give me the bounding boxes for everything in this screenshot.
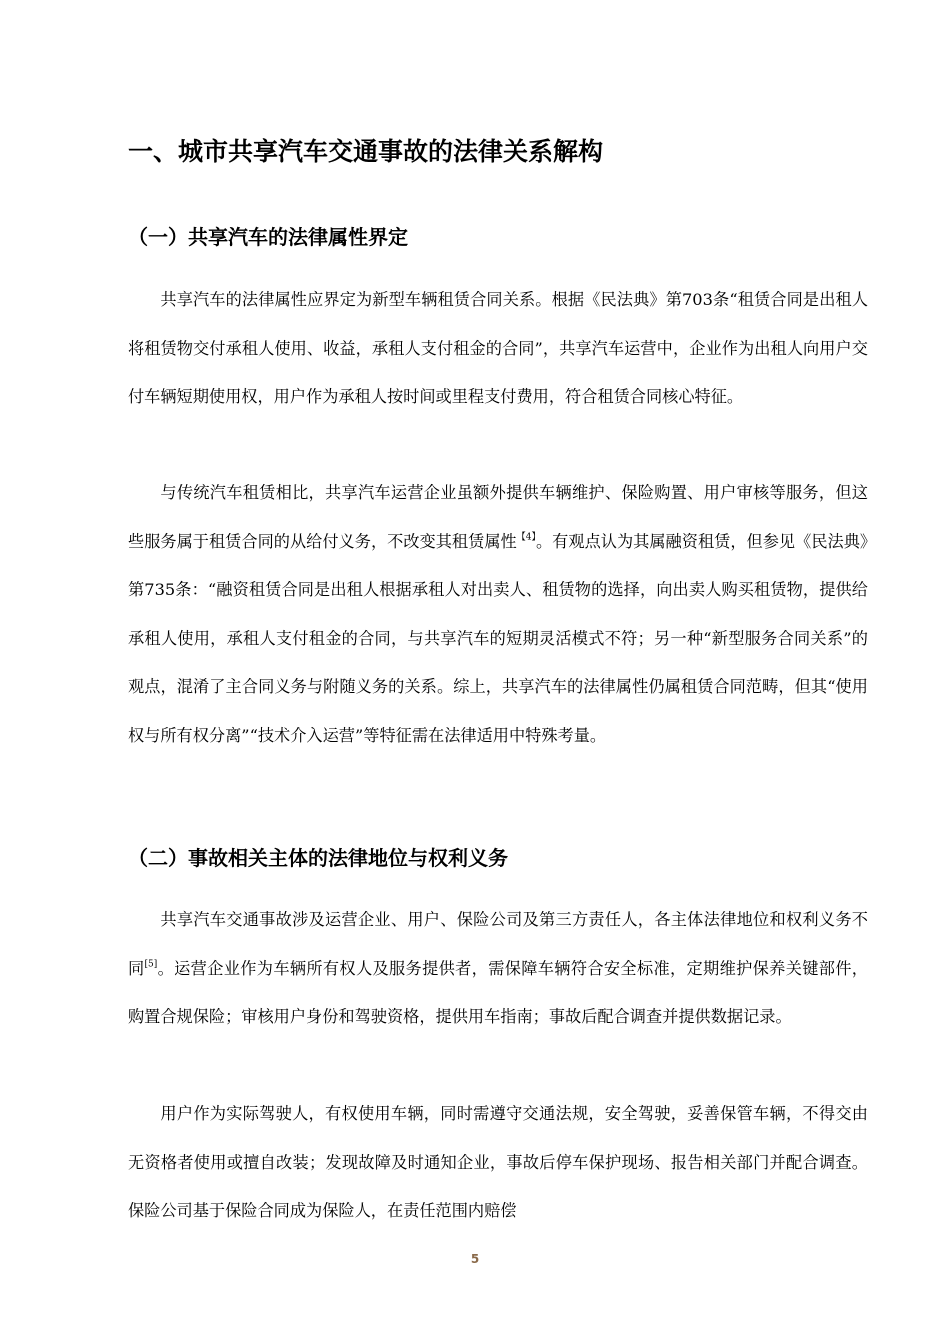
paragraph-text: 。运营企业作为车辆所有权人及服务提供者，需保障车辆符合安全标准，定期维护保养关键部件，购置合规保险；审核用户身份和驾驶资格，提供用车指南；事故后配合调查并提供数据记录。	[128, 958, 868, 1026]
paragraph-comparison	[128, 469, 868, 760]
paragraph-text: 与传统汽车租赁相比，共享汽车运营企业虽额外提供车辆维护、保险购置、用户审核等服务，但这些服务属于租赁合同的从给付义务，不改变其租赁属性	[128, 483, 868, 551]
paragraph-text: 用户作为实际驾驶人，有权使用车辆，同时需遵守交通法规，安全驾驶，妥善保管车辆，不得交由无资格者使用或擅自改装；发现故障及时通知企业，事故后停车保护现场、报告相关部门并配合调查。保险公司基于保险合同成为保险人，在责任范围内赔偿	[128, 1104, 868, 1220]
chapter-heading: 一、城市共享汽车交通事故的法律关系解构	[128, 137, 604, 166]
citation-reference: 【4】	[516, 531, 536, 542]
paragraph-text: 。有观点认为其属融资租赁，但参见《民法典》第735条：“融资租赁合同是出租人根据承租人对出卖人、租赁物的选择，向出卖人购买租赁物，提供给承租人使用，承租人支付租金的合同，与共享汽车的短期灵活模式不符；另一种“新型服务合同关系”的观点，混淆了主合同义务与附随义务的关系。综上，共享汽车的法律属性仍属租赁合同范畴，但其“使用权与所有权分离”“技术介入运营”等特征需在法律适用中特殊考量。	[128, 531, 868, 745]
paragraph-text: 共享汽车的法律属性应界定为新型车辆租赁合同关系。根据《民法典》第703条“租赁合同是出租人将租赁物交付承租人使用、收益，承租人支付租金的合同”，共享汽车运营中，企业作为出租人向用户交付车辆短期使用权，用户作为承租人按时间或里程支付费用，符合租赁合同核心特征。	[128, 290, 868, 406]
citation-reference: [5]	[144, 958, 158, 969]
section-heading-2: （二）事故相关主体的法律地位与权利义务	[128, 846, 508, 870]
paragraph-legal-attribute	[128, 276, 868, 422]
paragraph-operator-duties	[128, 896, 868, 1042]
paragraph-user-duties	[128, 1090, 868, 1236]
section-heading-1: （一）共享汽车的法律属性界定	[128, 225, 408, 249]
page-number: 5	[470, 1252, 480, 1266]
paragraph-text: 共享汽车交通事故涉及运营企业、用户、保险公司及第三方责任人，各主体法律地位和权利义务不同	[128, 910, 868, 978]
